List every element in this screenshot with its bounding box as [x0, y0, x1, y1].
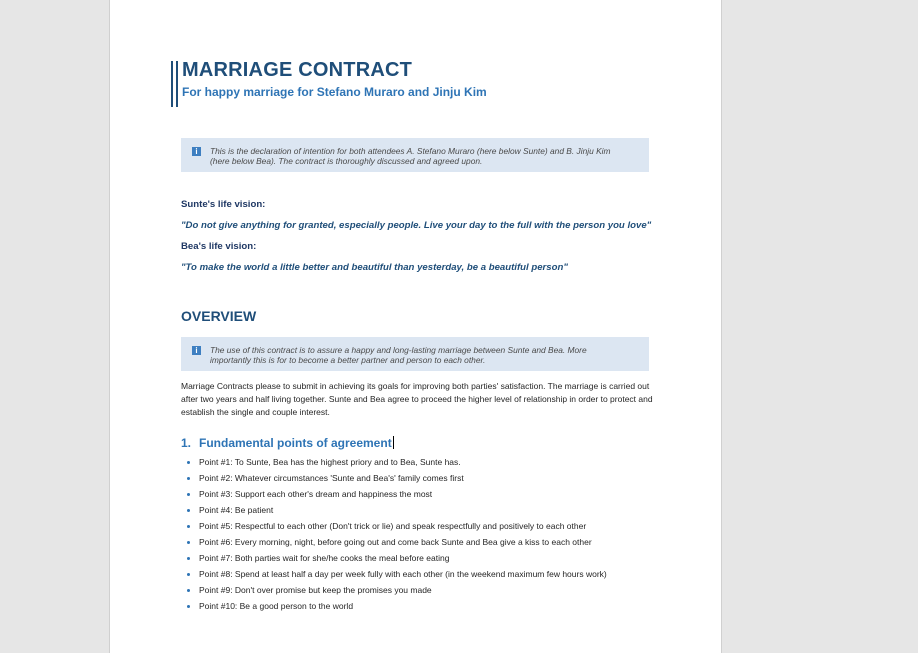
- bullet-icon: [187, 493, 190, 496]
- list-item: [187, 569, 647, 585]
- sunte-vision-quote: "Do not give anything for granted, especially people. Live your day to the full with the person you love": [181, 220, 652, 231]
- bullet-icon: [187, 605, 190, 608]
- list-item-text: Point #1: To Sunte, Bea has the highest priory and to Bea, Sunte has.: [199, 457, 461, 467]
- list-item: [187, 489, 647, 505]
- list-item: [187, 601, 647, 617]
- overview-paragraph: Marriage Contracts please to submit in achieving its goals for improving both parties' satisfaction. The marriage is carried out after two years and half living together. Sunte and Bea agree to proceed the higher level of relationship in order to protect and establish the single and couple interest.: [181, 381, 653, 417]
- list-item-text: Point #6: Every morning, night, before going out and come back Sunte and Bea give a kiss to each other: [199, 537, 592, 547]
- list-item: [187, 553, 647, 569]
- text-cursor: [393, 436, 394, 449]
- bullet-icon: [187, 509, 190, 512]
- list-item-text: Point #3: Support each other's dream and happiness the most: [199, 489, 433, 499]
- bullet-icon: [187, 589, 190, 592]
- bea-vision-label: Bea's life vision:: [181, 241, 257, 252]
- list-item: [187, 537, 647, 553]
- overview-note: The use of this contract is to assure a happy and long-lasting marriage between Sunte and Bea. More importantly this is for to become a better partner and person to each other.: [210, 345, 587, 365]
- list-item-text: Point #2: Whatever circumstances 'Sunte and Bea's' family comes first: [199, 473, 464, 483]
- info-icon: i: [192, 147, 201, 156]
- overview-info-box: [181, 337, 649, 371]
- bea-vision-quote: "To make the world a little better and beautiful than yesterday, be a beautiful person": [181, 262, 568, 273]
- section-number: 1.: [181, 436, 192, 450]
- list-item-text: Point #4: Be patient: [199, 505, 274, 515]
- list-item-text: Point #10: Be a good person to the world: [199, 601, 354, 611]
- sunte-vision-label: Sunte's life vision:: [181, 199, 266, 210]
- intro-note: This is the declaration of intention for both attendees A. Stefano Muraro (here below Sunte) and B. Jinju Kim (here below Bea). The contract is thoroughly discussed and agreed upon.: [210, 146, 611, 166]
- bullet-icon: [187, 477, 190, 480]
- list-item: [187, 505, 647, 521]
- bullet-icon: [187, 461, 190, 464]
- list-item: [187, 521, 647, 537]
- section-title: Fundamental points of agreement: [199, 436, 392, 450]
- document-title: MARRIAGE CONTRACT: [182, 59, 413, 81]
- overview-heading: OVERVIEW: [181, 308, 257, 324]
- bullet-icon: [187, 557, 190, 560]
- title-block: [171, 59, 591, 109]
- bullet-icon: [187, 525, 190, 528]
- document-subtitle: For happy marriage for Stefano Muraro and Jinju Kim: [182, 85, 487, 99]
- list-item-text: Point #5: Respectful to each other (Don't trick or lie) and speak respectfully and positively to each other: [199, 521, 587, 531]
- agreement-points-list: [187, 457, 647, 617]
- list-item: [187, 585, 647, 601]
- title-accent-bar: [176, 61, 178, 107]
- bullet-icon: [187, 573, 190, 576]
- bullet-icon: [187, 541, 190, 544]
- info-icon: i: [192, 346, 201, 355]
- list-item-text: Point #8: Spend at least half a day per week fully with each other (in the weekend maximum few hours work): [199, 569, 607, 579]
- list-item: [187, 473, 647, 489]
- document-page[interactable]: [109, 0, 722, 653]
- list-item: [187, 457, 647, 473]
- list-item-text: Point #7: Both parties wait for she/he cooks the meal before eating: [199, 553, 450, 563]
- list-item-text: Point #9: Don't over promise but keep the promises you made: [199, 585, 432, 595]
- title-accent-bar: [171, 61, 173, 107]
- section-heading: [181, 436, 394, 450]
- intro-info-box: [181, 138, 649, 172]
